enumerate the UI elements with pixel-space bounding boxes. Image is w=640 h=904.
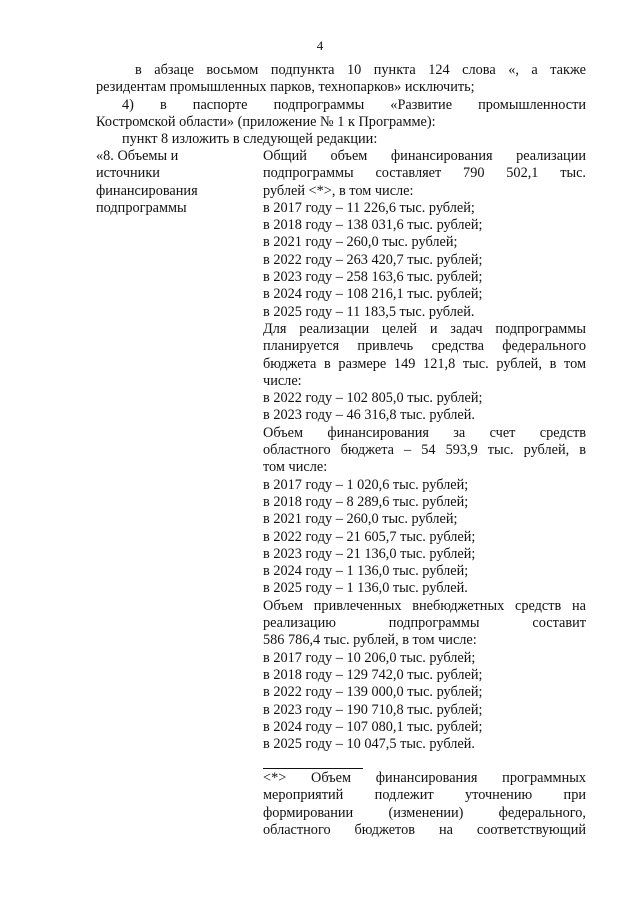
intro-line: резидентам промышленных парков, технопарков» исключить; [96, 79, 475, 96]
financing-line: в 2023 году – 258 163,6 тыс. рублей; [263, 269, 483, 286]
financing-line: в 2025 году – 1 136,0 тыс. рублей. [263, 580, 468, 597]
financing-line: в 2023 году – 46 316,8 тыс. рублей. [263, 407, 475, 424]
financing-line: в 2017 году – 11 226,6 тыс. рублей; [263, 199, 475, 216]
financing-line: бюджета в размере 149 121,8 тыс. рублей, в том [263, 355, 586, 372]
financing-line: рублей <*>, в том числе: [263, 182, 414, 199]
financing-line: планируется привлечь средства федерального [263, 338, 586, 355]
financing-line: 586 786,4 тыс. рублей, в том числе: [263, 632, 477, 649]
financing-line: в 2017 году – 1 020,6 тыс. рублей; [263, 476, 469, 493]
financing-line: в 2025 году – 10 047,5 тыс. рублей. [263, 736, 475, 753]
financing-line: числе: [263, 372, 302, 389]
label-line: финансирования [96, 182, 198, 199]
page-number: 4 [316, 38, 324, 53]
financing-line: в 2022 году – 21 605,7 тыс. рублей; [263, 528, 476, 545]
financing-line: в 2021 году – 260,0 тыс. рублей; [263, 511, 458, 528]
financing-line: областного бюджета – 54 593,9 тыс. рублей, в [263, 442, 586, 459]
financing-line: подпрограммы составляет 790 502,1 тыс. [263, 165, 586, 182]
financing-line: в 2017 году – 10 206,0 тыс. рублей; [263, 649, 476, 666]
intro-line: 4) в паспорте подпрограммы «Развитие промышленности [122, 96, 586, 113]
label-line: источники [96, 165, 160, 182]
label-line: подпрограммы [96, 199, 187, 216]
financing-line: Общий объем финансирования реализации [263, 148, 586, 164]
footnote-divider [263, 768, 363, 769]
financing-line: в 2022 году – 102 805,0 тыс. рублей; [263, 390, 483, 407]
footnote-line: <*> Объем финансирования программных [263, 770, 586, 786]
financing-line: реализацию подпрограммы составит [263, 615, 586, 632]
intro-line: в абзаце восьмом подпункта 10 пункта 124 слова «, а также [135, 62, 586, 78]
footnote-line: областного бюджетов на соответствующий [263, 821, 586, 838]
financing-details [263, 148, 586, 753]
footnote-line: формировании (изменении) федерального, [263, 804, 586, 821]
intro-line: пункт 8 изложить в следующей редакции: [122, 131, 378, 148]
financing-line: в 2024 году – 1 136,0 тыс. рублей; [263, 563, 469, 580]
financing-line: в 2024 году – 107 080,1 тыс. рублей; [263, 718, 483, 735]
footnote [263, 770, 586, 839]
intro-text [96, 62, 586, 148]
financing-line: Для реализации целей и задач подпрограммы [263, 320, 586, 337]
financing-line: в 2023 году – 21 136,0 тыс. рублей; [263, 545, 476, 562]
financing-line: в 2022 году – 263 420,7 тыс. рублей; [263, 251, 483, 268]
intro-line: Костромской области» (приложение № 1 к Программе): [96, 113, 436, 130]
financing-line: в 2023 году – 190 710,8 тыс. рублей; [263, 701, 483, 718]
table-row-label [96, 148, 256, 217]
financing-line: том числе: [263, 459, 328, 476]
financing-line: в 2022 году – 139 000,0 тыс. рублей; [263, 684, 483, 701]
financing-line: Объем привлеченных внебюджетных средств на [263, 597, 586, 614]
financing-line: в 2018 году – 129 742,0 тыс. рублей; [263, 666, 483, 683]
financing-line: в 2024 году – 108 216,1 тыс. рублей; [263, 286, 483, 303]
footnote-line: мероприятий подлежит уточнению при [263, 787, 586, 804]
financing-line: в 2021 году – 260,0 тыс. рублей; [263, 234, 458, 251]
label-line: «8. Объемы и [96, 148, 179, 164]
financing-line: в 2018 году – 8 289,6 тыс. рублей; [263, 493, 469, 510]
financing-line: в 2025 году – 11 183,5 тыс. рублей. [263, 303, 475, 320]
financing-line: Объем финансирования за счет средств [263, 424, 586, 441]
financing-line: в 2018 году – 138 031,6 тыс. рублей; [263, 217, 483, 234]
